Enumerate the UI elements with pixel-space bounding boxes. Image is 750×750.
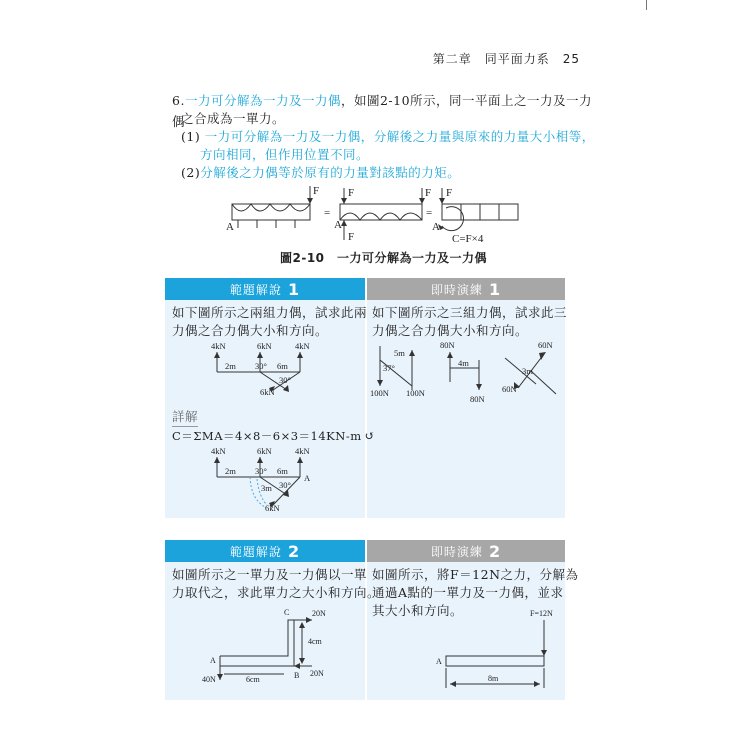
pr2-label-a: A — [436, 657, 442, 666]
pr1-label-3m: 3m — [522, 366, 533, 376]
fig-label-f1: F — [313, 185, 320, 197]
example-1-solution-diagram — [205, 445, 335, 513]
practice-2-header — [367, 540, 565, 562]
ex1-label-6kn-2: 6kN — [260, 387, 275, 397]
ex1s-label-a: A — [304, 473, 311, 483]
ex1s-label-3m: 3m — [261, 483, 272, 493]
fig-label-a2: A — [334, 219, 342, 231]
ex1-label-6m: 6m — [277, 361, 288, 371]
practice-1-question — [372, 304, 567, 340]
fig-label-a3: A — [432, 221, 440, 233]
practice-2-diagram — [430, 606, 560, 690]
practice-1-q-line-2: 力偶之合力偶大小和方向。 — [372, 323, 529, 338]
practice-1-q-line-1: 如下圖所示之三組力偶，試求此三 — [372, 305, 568, 320]
pr2-label-f: F=12N — [530, 609, 553, 618]
ccw-rotation-icon: ↺ — [364, 429, 376, 443]
practice-1-diagram — [368, 338, 564, 410]
pr1-label-5m: 5m — [394, 348, 405, 358]
practice-2-header-label: 即時演練 — [430, 544, 483, 559]
pr1-label-4m: 4m — [458, 358, 469, 368]
practice-1-header-number: 1 — [488, 279, 502, 299]
section-text-1: ，如圖2-10所示，同一平面上之一力及一力偶 — [172, 93, 593, 129]
example-2-header-label: 範題解說 — [229, 544, 282, 559]
fig-label-f3: F — [425, 187, 432, 199]
pr1-label-80n-2: 80N — [470, 394, 485, 404]
example-1-diagram — [205, 340, 320, 398]
item-1-number: (1) — [181, 129, 201, 144]
ex1-label-30-1: 30° — [255, 361, 267, 371]
fig-equals-2: = — [426, 207, 433, 219]
practice-2-q-line-3: 其大小和方向。 — [372, 603, 464, 618]
section-number: 6. — [172, 93, 185, 108]
example-1-header-label: 範題解說 — [229, 282, 282, 297]
ex1s-label-6kn-1: 6kN — [257, 446, 272, 456]
example-2-q-line-1: 如圖所示之一單力及一力偶以一單 — [172, 567, 368, 582]
section-title: 一力可分解為一力及一力偶 — [184, 93, 341, 108]
ex1-label-30-2: 30° — [279, 375, 291, 385]
ex1s-label-4kn-1: 4kN — [211, 446, 226, 456]
pr1-label-100n-1: 100N — [370, 388, 389, 398]
ex1s-label-6kn-2: 6kN — [265, 503, 280, 513]
ex2-label-40n: 40N — [202, 675, 216, 684]
ex1s-label-2m: 2m — [225, 466, 236, 476]
figure-2-10 — [220, 184, 540, 246]
ex2-label-20n-2: 20N — [310, 669, 324, 678]
example-2-header — [165, 540, 365, 562]
ex2-label-a: A — [210, 656, 216, 665]
fig-equals-1: = — [324, 207, 331, 219]
example-1-q-line-2: 力偶之合力偶大小和方向。 — [172, 323, 329, 338]
example-2-q-line-2: 力取代之，求此單力之大小和方向。 — [172, 585, 381, 600]
pr2-label-8m: 8m — [488, 674, 499, 683]
example-1-q-line-1: 如下圖所示之兩組力偶，試求此兩 — [172, 305, 368, 320]
example-1-header-number: 1 — [287, 279, 301, 299]
solution-equation — [172, 427, 375, 445]
pr1-label-37: 37° — [383, 363, 395, 373]
item-2-text: 分解後之力偶等於原有的力量對該點的力矩。 — [200, 165, 461, 180]
ex1s-label-4kn-2: 4kN — [295, 446, 310, 456]
item-1-text-b: 方向相同，但作用位置不同。 — [200, 147, 370, 162]
ex1-label-6kn-1: 6kN — [257, 341, 272, 351]
ex2-label-6cm: 6cm — [246, 675, 260, 684]
pr1-label-60n-2: 60N — [502, 384, 517, 394]
solution-text: C＝ΣMA＝4×8－6×3＝14KN-m — [172, 429, 362, 443]
ex1s-label-30-2: 30° — [279, 480, 291, 490]
ex1-label-4kn-2: 4kN — [295, 341, 310, 351]
pr1-label-80n-1: 80N — [440, 340, 455, 350]
ex1-label-2m: 2m — [225, 361, 236, 371]
practice-2-q-line-2: 通過A點的一單力及一力偶，並求 — [372, 585, 564, 600]
example-1-question — [172, 304, 367, 340]
ex1s-label-6m: 6m — [277, 466, 288, 476]
figure-caption: 圖2-10 一力可分解為一力及一力偶 — [280, 251, 488, 265]
fig-label-f4: F — [348, 231, 355, 243]
practice-1-header — [367, 278, 565, 300]
example-2-diagram — [198, 606, 338, 686]
ex2-label-20n-1: 20N — [312, 609, 326, 618]
ex1s-label-30-1: 30° — [255, 466, 267, 476]
fig-label-f5: F — [446, 187, 453, 199]
fig-label-f2: F — [348, 187, 355, 199]
page-header: 第二章 同平面力系 25 — [432, 52, 580, 66]
practice-2-header-number: 2 — [488, 541, 502, 561]
item-1-text-a: 一力可分解為一力及一力偶，分解後之力量與原來的力量大小相等， — [204, 129, 595, 144]
fig-label-a1: A — [226, 221, 234, 233]
ex1-label-4kn-1: 4kN — [211, 341, 226, 351]
example-1-header — [165, 278, 365, 300]
ex2-label-b: B — [294, 671, 300, 680]
example-2-header-number: 2 — [287, 541, 301, 561]
ex2-label-c: C — [284, 608, 290, 617]
practice-2-q-line-1: 如圖所示，將F＝12N之力，分解為 — [372, 567, 579, 582]
example-2-question — [172, 566, 380, 602]
section-text-2: 之合成為一單力。 — [181, 111, 286, 126]
practice-1-header-label: 即時演練 — [430, 282, 483, 297]
fig-label-cfx: C=F×4 — [452, 233, 484, 245]
item-2 — [181, 162, 460, 183]
pr1-label-60n-1: 60N — [538, 340, 553, 350]
solution-label: 詳解 — [172, 408, 198, 427]
pr1-label-100n-2: 100N — [406, 388, 425, 398]
item-2-number: (2) — [181, 165, 201, 180]
ex2-label-4cm: 4cm — [308, 637, 322, 646]
top-rule — [646, 0, 647, 10]
